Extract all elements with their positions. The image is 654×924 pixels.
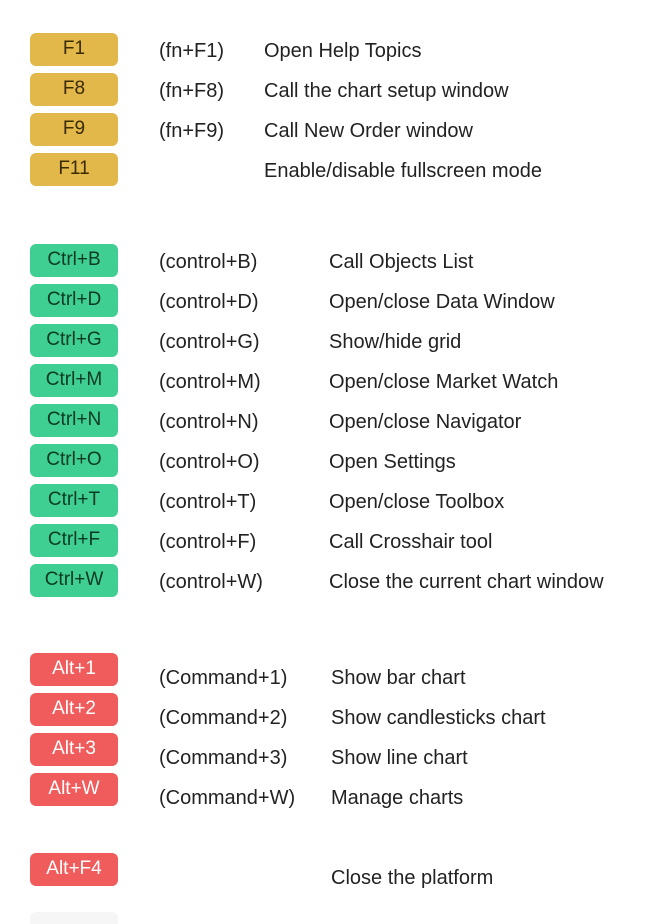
key-badge: F1 (30, 33, 118, 66)
shortcut-row-f8 (0, 73, 654, 107)
shortcut-row-alt-f4 (0, 853, 654, 887)
key-badge: Alt+2 (30, 693, 118, 726)
key-badge: Ctrl+D (30, 284, 118, 317)
mac-combo: (control+G) (159, 331, 260, 353)
shortcut-row-alt-1 (0, 653, 654, 687)
shortcut-row-ctrl-n (0, 404, 654, 438)
shortcut-row-ctrl-f (0, 524, 654, 558)
shortcut-row-f9 (0, 113, 654, 147)
shortcut-description: Show/hide grid (329, 331, 462, 353)
shortcut-description: Open/close Toolbox (329, 491, 505, 513)
key-badge: Ctrl+B (30, 244, 118, 277)
key-badge: Ctrl+G (30, 324, 118, 357)
shortcut-description: Call Objects List (329, 251, 474, 273)
mac-combo: (Command+2) (159, 707, 288, 729)
shortcut-description: Close the platform (331, 867, 494, 889)
key-badge: F9 (30, 113, 118, 146)
mac-combo: (control+M) (159, 371, 261, 393)
shortcut-row-alt-3 (0, 733, 654, 767)
shortcut-row-ctrl-m (0, 364, 654, 398)
key-badge: Ctrl+M (30, 364, 118, 397)
shortcut-description: Call Crosshair tool (329, 531, 493, 553)
shortcut-description: Open/close Data Window (329, 291, 555, 313)
mac-combo: (control+N) (159, 411, 259, 433)
shortcut-description: Show candlesticks chart (331, 707, 546, 729)
shortcut-description: Enable/disable fullscreen mode (264, 160, 542, 182)
shortcut-description: Open Help Topics (264, 40, 422, 62)
mac-combo: (control+T) (159, 491, 257, 513)
mac-combo: (control+B) (159, 251, 258, 273)
mac-combo: (fn+F9) (159, 120, 225, 142)
key-badge: Ctrl+T (30, 484, 118, 517)
shortcut-row-ctrl-d (0, 284, 654, 318)
shortcut-description: Open/close Navigator (329, 411, 522, 433)
shortcut-description: Call the chart setup window (264, 80, 509, 102)
shortcut-row-ctrl-o (0, 444, 654, 478)
shortcut-description: Close the current chart window (329, 571, 604, 593)
shortcut-description: Manage charts (331, 787, 464, 809)
key-badge: F8 (30, 73, 118, 106)
shortcut-description: Open/close Market Watch (329, 371, 559, 393)
mac-combo: (control+D) (159, 291, 259, 313)
shortcut-description: Call New Order window (264, 120, 473, 142)
mac-combo: (Command+W) (159, 787, 296, 809)
shortcut-row-alt-2 (0, 693, 654, 727)
shortcut-description: Open Settings (329, 451, 456, 473)
key-badge: Alt+3 (30, 733, 118, 766)
key-badge: Ctrl+F (30, 524, 118, 557)
mac-combo: (Command+3) (159, 747, 288, 769)
mac-combo: (control+O) (159, 451, 260, 473)
key-badge: Ctrl+W (30, 564, 118, 597)
mac-combo: (fn+F1) (159, 40, 225, 62)
shortcut-row-f11 (0, 153, 654, 187)
key-badge: F11 (30, 153, 118, 186)
key-badge: Alt+1 (30, 653, 118, 686)
key-badge: Alt+F4 (30, 853, 118, 886)
shortcut-row-ctrl-b (0, 244, 654, 278)
shortcut-row-ctrl-t (0, 484, 654, 518)
mac-combo: (control+F) (159, 531, 257, 553)
shortcut-row-f1 (0, 33, 654, 67)
shortcut-description: Show line chart (331, 747, 468, 769)
key-badge: Ctrl+O (30, 444, 118, 477)
key-badge: Alt+W (30, 773, 118, 806)
key-badge: Ctrl+N (30, 404, 118, 437)
mac-combo: (Command+1) (159, 667, 288, 689)
mac-combo: (control+W) (159, 571, 263, 593)
shortcut-row-ctrl-g (0, 324, 654, 358)
shortcut-description: Show bar chart (331, 667, 466, 689)
shortcut-row-alt-w (0, 773, 654, 807)
cropped-key-badge (30, 912, 118, 924)
shortcut-row-ctrl-w (0, 564, 654, 598)
mac-combo: (fn+F8) (159, 80, 225, 102)
